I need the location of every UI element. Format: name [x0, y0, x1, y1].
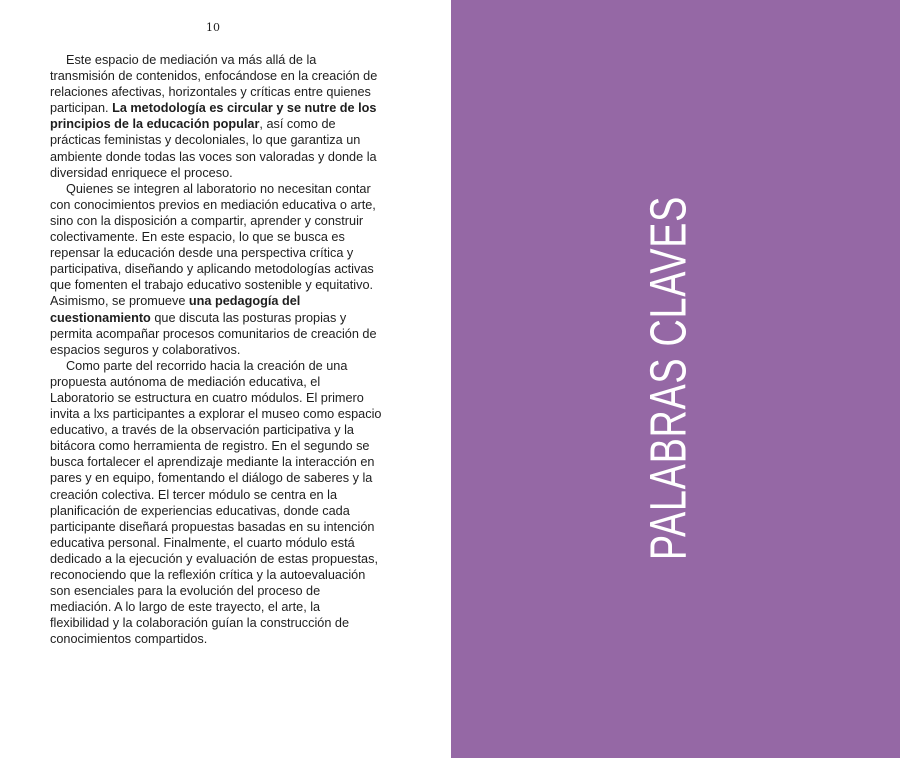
- paragraph-2-emphasis: una pedagogía del cuestionamiento: [50, 294, 301, 325]
- paragraph-3-text-a: Como parte del recorrido hacia la creación de una propuesta autónoma de mediación educativa, el Laboratorio se estructura en cuatro módulos. El primero invita a lxs participantes a explorar el museo como espacio educativo, a través de la observación participativa y la bitácora como herramienta de registro. En el segundo se busca fortalecer el aprendizaje mediante la interacción en pares y en equipo, fomentando el diálogo de saberes y la creación colectiva. El tercer módulo se centra en la planificación de experiencias educativas, donde cada participante diseñará propuestas basadas en su intención educativa personal. Finalmente, el cuarto módulo está dedicado a la ejecución y evaluación de estas propuestas, reconociendo que la reflexión crítica y la autoevaluación son esenciales para la evolución del proceso de mediación. A lo largo de este trayecto, el arte, la flexibilidad y la colaboración guían la construcción de conocimientos compartidos.: [50, 358, 382, 647]
- keywords-title: [639, 132, 698, 624]
- paragraph-2: [50, 181, 382, 358]
- paragraph-1-emphasis: La metodología es circular y se nutre de los principios de la educación popular: [50, 101, 377, 132]
- paragraph-1-text-a: Este espacio de mediación va más allá de la transmisión de contenidos, enfocándose en la creación de relaciones afectivas, horizontales y críticas entre quienes participan.: [50, 53, 378, 116]
- keywords-title-text: PALABRAS CLAVES: [639, 195, 697, 561]
- paragraph-1-text-b: , así como de prácticas feministas y decoloniales, lo que garantiza un ambiente donde todas las voces son valoradas y donde la diversidad enriquece el proceso.: [50, 117, 377, 180]
- paragraph-3: [50, 358, 382, 648]
- page-number: 10: [206, 21, 220, 34]
- paragraph-2-text-a: Quienes se integren al laboratorio no necesitan contar con conocimientos previos en mediación educativa o arte, sino con la disposición a compartir, aprender y construir colectivamente. En este espacio, lo que se busca es repensar la educación desde una perspectiva crítica y participativa, diseñando y aplicando metodologías activas que fomenten el trabajo educativo sostenible y equitativo. Asimismo, se promueve: [50, 181, 376, 309]
- paragraph-1: [50, 52, 382, 181]
- body-text: [50, 52, 382, 647]
- paragraph-2-text-b: que discuta las posturas propias y permita acompañar procesos comunitarios de creación de espacios seguros y colaborativos.: [50, 310, 377, 357]
